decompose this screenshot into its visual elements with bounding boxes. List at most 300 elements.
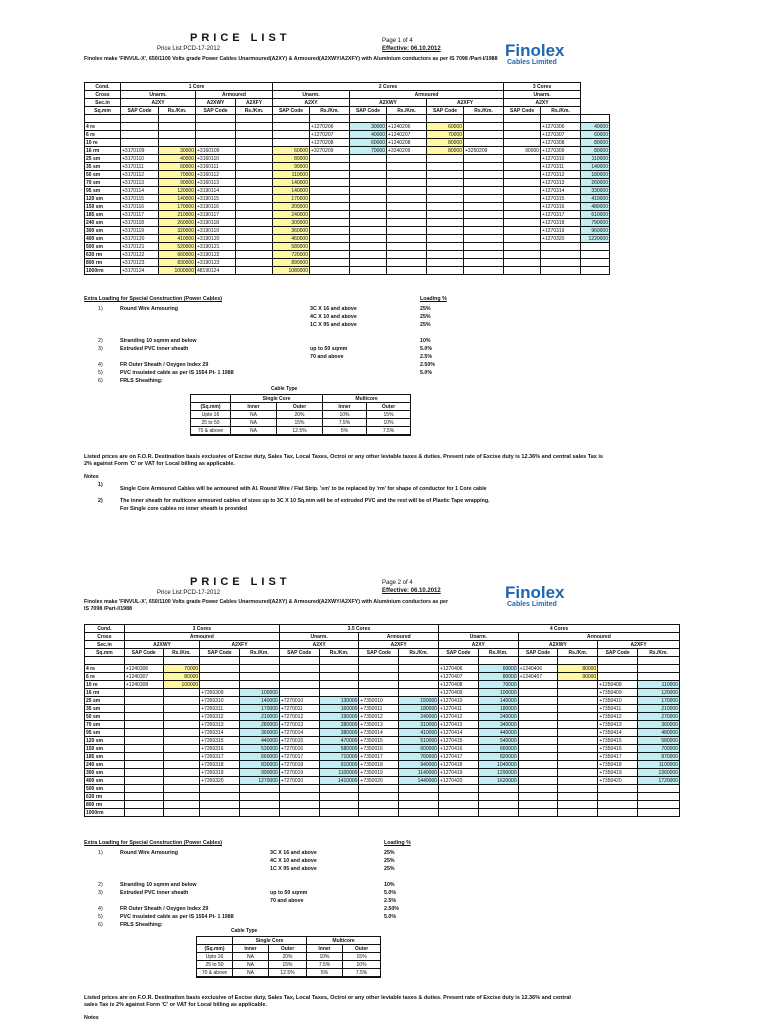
price-cell (558, 753, 598, 761)
price-cell: 440000 (478, 729, 518, 737)
item-number: 3) (98, 890, 103, 896)
price-cell: 80000 (558, 665, 598, 673)
sap-code-cell: +7350315 (200, 737, 240, 745)
price-cell (504, 219, 541, 227)
price-cell: 140000 (273, 179, 310, 187)
price-cell (163, 793, 200, 801)
price-cell: 180000 (399, 705, 439, 713)
price-cell (240, 801, 280, 809)
item-loading: 2.5% (420, 354, 433, 360)
column-header: Sq.mm (85, 649, 125, 657)
small-header-row-2 (197, 945, 381, 953)
price-cell (504, 251, 541, 259)
price-cell (273, 131, 310, 139)
size-cell: 1000rm (85, 809, 125, 817)
size-cell: 240 sm (85, 761, 125, 769)
armoured-header: Armoured (124, 633, 279, 641)
sap-code-cell (279, 809, 319, 817)
price-cell: 210000 (240, 713, 280, 721)
table-row (85, 251, 610, 259)
price-cell: 40000 (350, 131, 387, 139)
price-cell: 130000 (319, 697, 359, 705)
sap-code-cell (359, 785, 399, 793)
extra-loading-row (84, 922, 514, 930)
price-cell (350, 211, 387, 219)
item-text: PVC insulated cable as per IS 1554 Pt- 1 1988 (120, 914, 234, 920)
sap-code-cell (518, 721, 558, 729)
sap-code-cell (464, 163, 504, 171)
sap-code-cell: +1250408 (598, 681, 638, 689)
table-row (85, 729, 680, 737)
sap-code-cell: +1270407 (439, 673, 479, 681)
small-header-row-2 (191, 403, 411, 411)
small-cell: 15% (269, 961, 307, 969)
table-row (85, 697, 680, 705)
sap-code-cell (518, 769, 558, 777)
price-cell (163, 809, 200, 817)
price-cell (558, 809, 598, 817)
item-size: 1C X 95 and above (270, 866, 317, 872)
header-row-1 (85, 625, 680, 633)
price-cell (240, 673, 280, 681)
sap-code-cell (196, 139, 236, 147)
size-cell: 630 rm (85, 251, 121, 259)
small-column-header: Inner (307, 945, 343, 953)
sap-code-cell: +1270412 (439, 713, 479, 721)
type-header: A2XWY (350, 99, 427, 107)
small-cell: NA (231, 419, 277, 427)
sap-code-cell (464, 243, 504, 251)
sap-code-cell (124, 737, 163, 745)
sap-code-cell: +3170117 (121, 211, 159, 219)
sap-code-cell (518, 761, 558, 769)
type-header: A2XFY (598, 641, 680, 649)
sap-code-cell (387, 115, 427, 123)
sap-code-cell: +7350011 (359, 705, 399, 713)
sap-code-cell (387, 203, 427, 211)
sap-code-cell (279, 689, 319, 697)
sap-code-cell: +7270015 (279, 737, 319, 745)
price-cell (638, 673, 680, 681)
size-cell: 150 sm (85, 203, 121, 211)
sap-code-cell (200, 665, 240, 673)
price-cell: 660000 (240, 753, 280, 761)
price-cell (319, 665, 359, 673)
sap-code-cell (124, 809, 163, 817)
column-header: SAP Code (273, 107, 310, 115)
blank-cell (236, 195, 273, 203)
unarm-header: Unarm. (279, 633, 359, 641)
sap-code-cell: +3170109 (121, 147, 159, 155)
price-cell (163, 777, 200, 785)
sap-code-cell (124, 761, 163, 769)
extra-loading-row (84, 330, 514, 338)
small-cell: 5% (307, 969, 343, 978)
sap-code-cell: +7350418 (598, 761, 638, 769)
table-row (85, 267, 610, 275)
small-cell: Upto 16 (197, 953, 233, 961)
price-cell: 1080000 (273, 267, 310, 275)
item-loading: 10% (384, 882, 395, 888)
item-loading: 25% (420, 306, 431, 312)
small-cell: 70 & above (197, 969, 233, 978)
sap-code-cell: +7350313 (200, 721, 240, 729)
extra-loading-row (84, 850, 514, 858)
price-cell: 1270000 (240, 777, 280, 785)
price-cell (163, 761, 200, 769)
small-header-row-1 (191, 395, 411, 403)
sap-code-cell: +7350019 (359, 769, 399, 777)
extra-loading-row (84, 338, 514, 346)
price-cell (427, 227, 464, 235)
price-cell: 470000 (319, 737, 359, 745)
price-cell: 1720000 (638, 777, 680, 785)
sap-code-cell: +3170110 (121, 155, 159, 163)
sap-code-cell: +1270313 (541, 179, 581, 187)
table-row (85, 243, 610, 251)
price-cell: 150000 (399, 697, 439, 705)
notes-label: Notes (84, 1015, 99, 1021)
sap-code-cell: +7350420 (598, 777, 638, 785)
sap-code-cell: +3170123 (121, 259, 159, 267)
price-cell (240, 657, 280, 665)
type-header: A2XY (273, 99, 350, 107)
type-header: A2XY (439, 641, 519, 649)
price-cell (504, 155, 541, 163)
price-cell (427, 155, 464, 163)
price-cell: 140000 (581, 163, 610, 171)
price-cell: 60000 (427, 123, 464, 131)
sap-code-cell: +7350020 (359, 777, 399, 785)
sap-code-cell: +3190118 (196, 219, 236, 227)
column-header: Rs./Km. (387, 107, 427, 115)
sap-code-cell: +1270409 (439, 689, 479, 697)
price-cell (159, 131, 196, 139)
sap-code-cell (124, 753, 163, 761)
sap-code-cell: +7350411 (598, 705, 638, 713)
price-list-number: Price List:PCD-17-2012 (157, 46, 221, 52)
extra-loading-row (84, 346, 514, 354)
size-cell: 500 sm (85, 243, 121, 251)
extra-loading-row (84, 314, 514, 322)
header-row-2 (85, 633, 680, 641)
item-size: 1C X 95 and above (310, 322, 357, 328)
unarm-header: Unarm. (439, 633, 519, 641)
extra-loading-row (84, 370, 514, 378)
sap-code-cell: +7350319 (200, 769, 240, 777)
sap-code-cell: +1240406 (518, 665, 558, 673)
sap-code-cell: +7270020 (279, 777, 319, 785)
blank-cell (236, 179, 273, 187)
price-cell (427, 179, 464, 187)
sap-code-cell (387, 155, 427, 163)
sap-code-cell (124, 689, 163, 697)
item-loading: 25% (384, 858, 395, 864)
item-text: Stranding 10 sqmm and below (120, 882, 197, 888)
price-cell (319, 809, 359, 817)
price-cell: 210000 (638, 705, 680, 713)
small-table-row (197, 961, 381, 969)
sap-code-cell: +1270312 (541, 171, 581, 179)
sap-code-cell (200, 801, 240, 809)
item-loading: 25% (420, 322, 431, 328)
price-cell (427, 163, 464, 171)
price-cell (399, 665, 439, 673)
size-cell: 95 sm (85, 729, 125, 737)
price-cell: 960000 (581, 227, 610, 235)
price-cell: 260000 (159, 219, 196, 227)
price-cell (163, 737, 200, 745)
item-text: FRLS Sheathing: (120, 922, 163, 928)
sap-code-cell (196, 115, 236, 123)
table-row (85, 131, 610, 139)
price-cell: 140000 (159, 195, 196, 203)
sap-code-cell (279, 793, 319, 801)
table-row (85, 769, 680, 777)
price-cell: 510000 (399, 737, 439, 745)
price-cell (350, 227, 387, 235)
sap-code-cell: +3170111 (121, 163, 159, 171)
small-cell: 25 to 50 (191, 419, 231, 427)
sap-code-cell: +1270416 (439, 745, 479, 753)
price-cell: 80000 (273, 155, 310, 163)
price-cell: 140000 (478, 697, 518, 705)
price-cell (159, 115, 196, 123)
sap-code-cell: +7270019 (279, 769, 319, 777)
table-row (85, 163, 610, 171)
price-cell: 140000 (240, 697, 280, 705)
extra-loading-row (84, 914, 514, 922)
sap-code-cell: +3170119 (121, 227, 159, 235)
table-row (85, 737, 680, 745)
price-cell (350, 187, 387, 195)
sap-code-cell (541, 251, 581, 259)
sap-code-cell (310, 267, 350, 275)
column-header: Rs./Km. (240, 649, 280, 657)
sap-code-cell (464, 131, 504, 139)
table-row (85, 801, 680, 809)
sap-code-cell: +1270406 (439, 665, 479, 673)
item-size: 4C X 10 and above (310, 314, 357, 320)
item-loading: 2.50% (384, 906, 400, 912)
sap-code-cell: +7350010 (359, 697, 399, 705)
blank-cell (191, 395, 231, 403)
table-row (85, 235, 610, 243)
blank-cell (236, 147, 273, 155)
table-row (85, 777, 680, 785)
item-loading: 25% (420, 314, 431, 320)
price-cell: 280000 (319, 721, 359, 729)
blank-cell (236, 155, 273, 163)
sap-code-cell (464, 235, 504, 243)
price-cell: 340000 (478, 721, 518, 729)
sap-code-cell: +3170116 (121, 203, 159, 211)
price-cell (350, 259, 387, 267)
multicore-header: Multicore (307, 937, 381, 945)
small-header-row-1 (197, 937, 381, 945)
item-number: 5) (98, 914, 103, 920)
price-cell (558, 801, 598, 809)
sap-code-cell: +3190114 (196, 187, 236, 195)
price-cell (240, 793, 280, 801)
blank-cell (236, 123, 273, 131)
size-cell: 150 sm (85, 745, 125, 753)
group-3-cores: 3 Cores (504, 83, 581, 91)
sap-code-cell: +7350412 (598, 713, 638, 721)
price-cell (163, 713, 200, 721)
price-cell (163, 769, 200, 777)
price-cell: 360000 (273, 227, 310, 235)
sap-code-cell (518, 689, 558, 697)
type-header: A2XY (279, 641, 359, 649)
item-text: Round Wire Armouring (120, 306, 179, 312)
header-row-3 (85, 99, 610, 107)
size-cell: 6 re (85, 131, 121, 139)
item-text: Round Wire Armouring (120, 850, 179, 856)
table-row (85, 171, 610, 179)
price-cell: 100000 (163, 681, 200, 689)
sap-code-cell (310, 251, 350, 259)
sap-code-cell (464, 139, 504, 147)
note-2-number: 2) (98, 498, 103, 504)
table-row (85, 665, 680, 673)
loading-heading: Loading % (384, 840, 411, 846)
size-cell: 800 rm (85, 801, 125, 809)
size-cell: 35 sm (85, 163, 121, 171)
price-cell: 1360000 (638, 769, 680, 777)
sap-code-cell (359, 689, 399, 697)
single-core-header: Single Core (231, 395, 323, 403)
sap-code-cell (439, 793, 479, 801)
price-cell: 40000 (581, 123, 610, 131)
small-cell: Upto 16 (191, 411, 231, 419)
notes-label: Notes (84, 474, 99, 480)
sap-code-cell (387, 235, 427, 243)
price-cell (319, 785, 359, 793)
column-header: Rs./Km. (638, 649, 680, 657)
price-cell: 60000 (159, 163, 196, 171)
small-column-header: Inner (233, 945, 269, 953)
sap-code-cell: +3170124 (121, 267, 159, 275)
size-cell: 300 sm (85, 227, 121, 235)
sap-code-cell (541, 115, 581, 123)
sap-code-cell (200, 657, 240, 665)
sap-code-cell: 48190124 (196, 267, 236, 275)
type-header: A2XFY (427, 99, 504, 107)
type-header: A2XWY (196, 99, 236, 107)
sap-code-cell: +1270311 (541, 163, 581, 171)
column-header: Rs./Km. (159, 107, 196, 115)
page-title: PRICE LIST (190, 576, 291, 588)
price-cell: 580000 (638, 737, 680, 745)
sap-code-cell (518, 657, 558, 665)
price-cell (478, 801, 518, 809)
price-cell (350, 179, 387, 187)
price-cell: 240000 (273, 211, 310, 219)
table-row (85, 187, 610, 195)
cond-header: Cond. (85, 83, 121, 91)
sap-code-cell (121, 115, 159, 123)
sap-code-cell: +1270413 (439, 721, 479, 729)
price-cell: 110000 (581, 155, 610, 163)
sap-code-cell: +7350314 (200, 729, 240, 737)
frls-loading-table (190, 394, 411, 436)
sap-code-cell: +7270018 (279, 761, 319, 769)
sap-code-cell: +1270418 (439, 761, 479, 769)
price-cell: 790000 (581, 219, 610, 227)
size-cell: 95 sm (85, 187, 121, 195)
price-cell (273, 115, 310, 123)
item-text: Extruded PVC inner sheath (120, 890, 189, 896)
price-cell (581, 115, 610, 123)
price-cell (504, 203, 541, 211)
price-cell: 90000 (504, 147, 541, 155)
table-row (85, 689, 680, 697)
price-cell (581, 259, 610, 267)
sap-code-cell: +7270011 (279, 705, 319, 713)
sap-code-cell (464, 227, 504, 235)
price-cell: 60000 (350, 139, 387, 147)
sap-code-cell: +7350419 (598, 769, 638, 777)
finolex-logo (505, 42, 565, 67)
blank-cell (236, 259, 273, 267)
extra-loading-heading: Extra Loading for Special Construction (Power Cables) (84, 840, 223, 846)
sap-code-cell: +1270317 (541, 211, 581, 219)
sap-code-cell (124, 657, 163, 665)
price-cell (638, 657, 680, 665)
sap-code-cell: +1270309 (541, 147, 581, 155)
price-cell: 240000 (399, 713, 439, 721)
header-row-4 (85, 649, 680, 657)
sap-code-cell (464, 187, 504, 195)
extra-loading-row (84, 362, 514, 370)
price-cell: 110000 (638, 681, 680, 689)
unarm-header: Unarm. (273, 91, 350, 99)
sap-code-cell (387, 259, 427, 267)
sap-code-cell: +1240206 (387, 123, 427, 131)
sap-code-cell (387, 211, 427, 219)
table-row (85, 219, 610, 227)
sap-code-cell (310, 227, 350, 235)
blank-cell (236, 115, 273, 123)
sap-code-cell (359, 809, 399, 817)
sap-code-cell: +1270308 (541, 139, 581, 147)
price-cell (319, 657, 359, 665)
sap-code-cell: +1240306 (124, 665, 163, 673)
column-header: SAP Code (350, 107, 387, 115)
sap-code-cell (200, 809, 240, 817)
price-cell: 80000 (581, 139, 610, 147)
sap-code-cell (439, 657, 479, 665)
sap-code-cell: +1270318 (541, 219, 581, 227)
type-header: A2XY (504, 99, 581, 107)
price-cell: 440000 (240, 737, 280, 745)
sap-code-cell (387, 251, 427, 259)
price-cell (504, 235, 541, 243)
sap-code-cell (124, 801, 163, 809)
table-row (85, 227, 610, 235)
small-table-row (197, 969, 381, 978)
blank-cell (236, 187, 273, 195)
cable-type-label: Cable Type (231, 928, 258, 934)
price-cell: 600000 (399, 745, 439, 753)
price-cell (240, 809, 280, 817)
price-cell (399, 681, 439, 689)
sap-code-cell: +3170115 (121, 195, 159, 203)
sap-code-cell (310, 211, 350, 219)
price-cell (581, 243, 610, 251)
table-row (85, 203, 610, 211)
